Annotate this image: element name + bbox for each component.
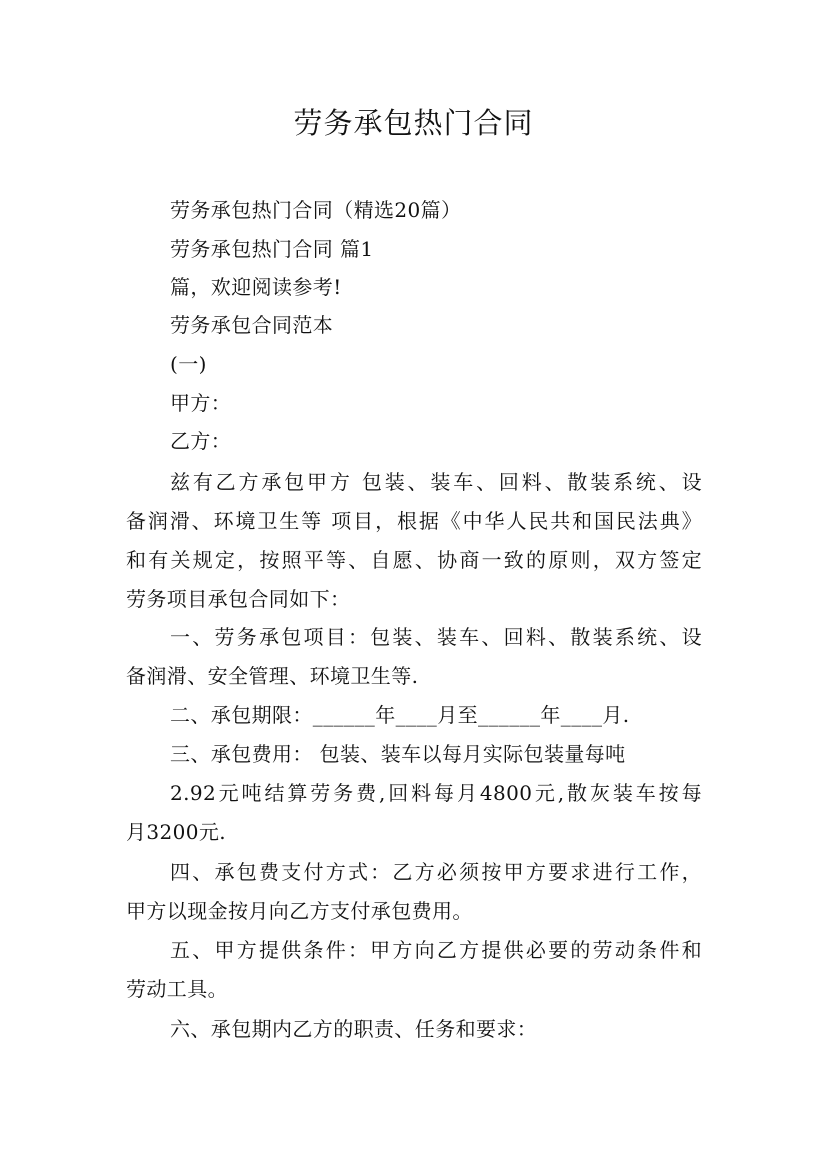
clause-1-line-2: 备润滑、安全管理、环境卫生等. — [126, 664, 419, 688]
clause-5-line-2: 劳动工具。 — [126, 977, 228, 1001]
clause-3-line-3: 月3200元. — [126, 820, 227, 844]
clause-4-line-1: 四、承包费支付方式：乙方必须按甲方要求进行工作， — [170, 860, 702, 884]
line-subtitle: 劳务承包热门合同（精选20篇） — [170, 198, 462, 222]
line-sample-title: 劳务承包合同范本 — [170, 313, 334, 337]
paragraph-intro-line-4: 劳务项目承包合同如下： — [126, 587, 351, 611]
clause-5-line-1: 五、甲方提供条件：甲方向乙方提供必要的劳动条件和 — [170, 938, 702, 962]
clause-1-line-1: 一、劳务承包项目：包装、装车、回料、散装系统、设 — [170, 625, 702, 649]
line-party-b: 乙方： — [170, 429, 232, 453]
line-part-number: (一) — [170, 352, 207, 376]
clause-6-line: 六、承包期内乙方的职责、任务和要求： — [170, 1017, 538, 1041]
line-welcome: 篇，欢迎阅读参考! — [170, 275, 342, 299]
clause-4-line-2: 甲方以现金按月向乙方支付承包费用。 — [126, 899, 473, 923]
paragraph-intro-line-3: 和有关规定，按照平等、自愿、协商一致的原则，双方签定 — [126, 548, 702, 572]
line-party-a: 甲方： — [170, 391, 232, 415]
document-title: 劳务承包热门合同 — [293, 106, 534, 140]
paragraph-intro-line-2: 备润滑、环境卫生等 项目，根据《中华人民共和国民法典》 — [126, 509, 702, 533]
paragraph-intro-line-1: 兹有乙方承包甲方 包装、装车、回料、散装系统、设 — [170, 470, 702, 494]
clause-2-line: 二、承包期限：______年____月至______年____月. — [170, 703, 630, 727]
line-section-heading: 劳务承包热门合同 篇1 — [170, 237, 374, 261]
clause-3-line-2: 2.92元吨结算劳务费,回料每月4800元,散灰装车按每 — [170, 781, 702, 805]
clause-3-line-1: 三、承包费用： 包装、装车以每月实际包装量每吨 — [170, 742, 626, 766]
